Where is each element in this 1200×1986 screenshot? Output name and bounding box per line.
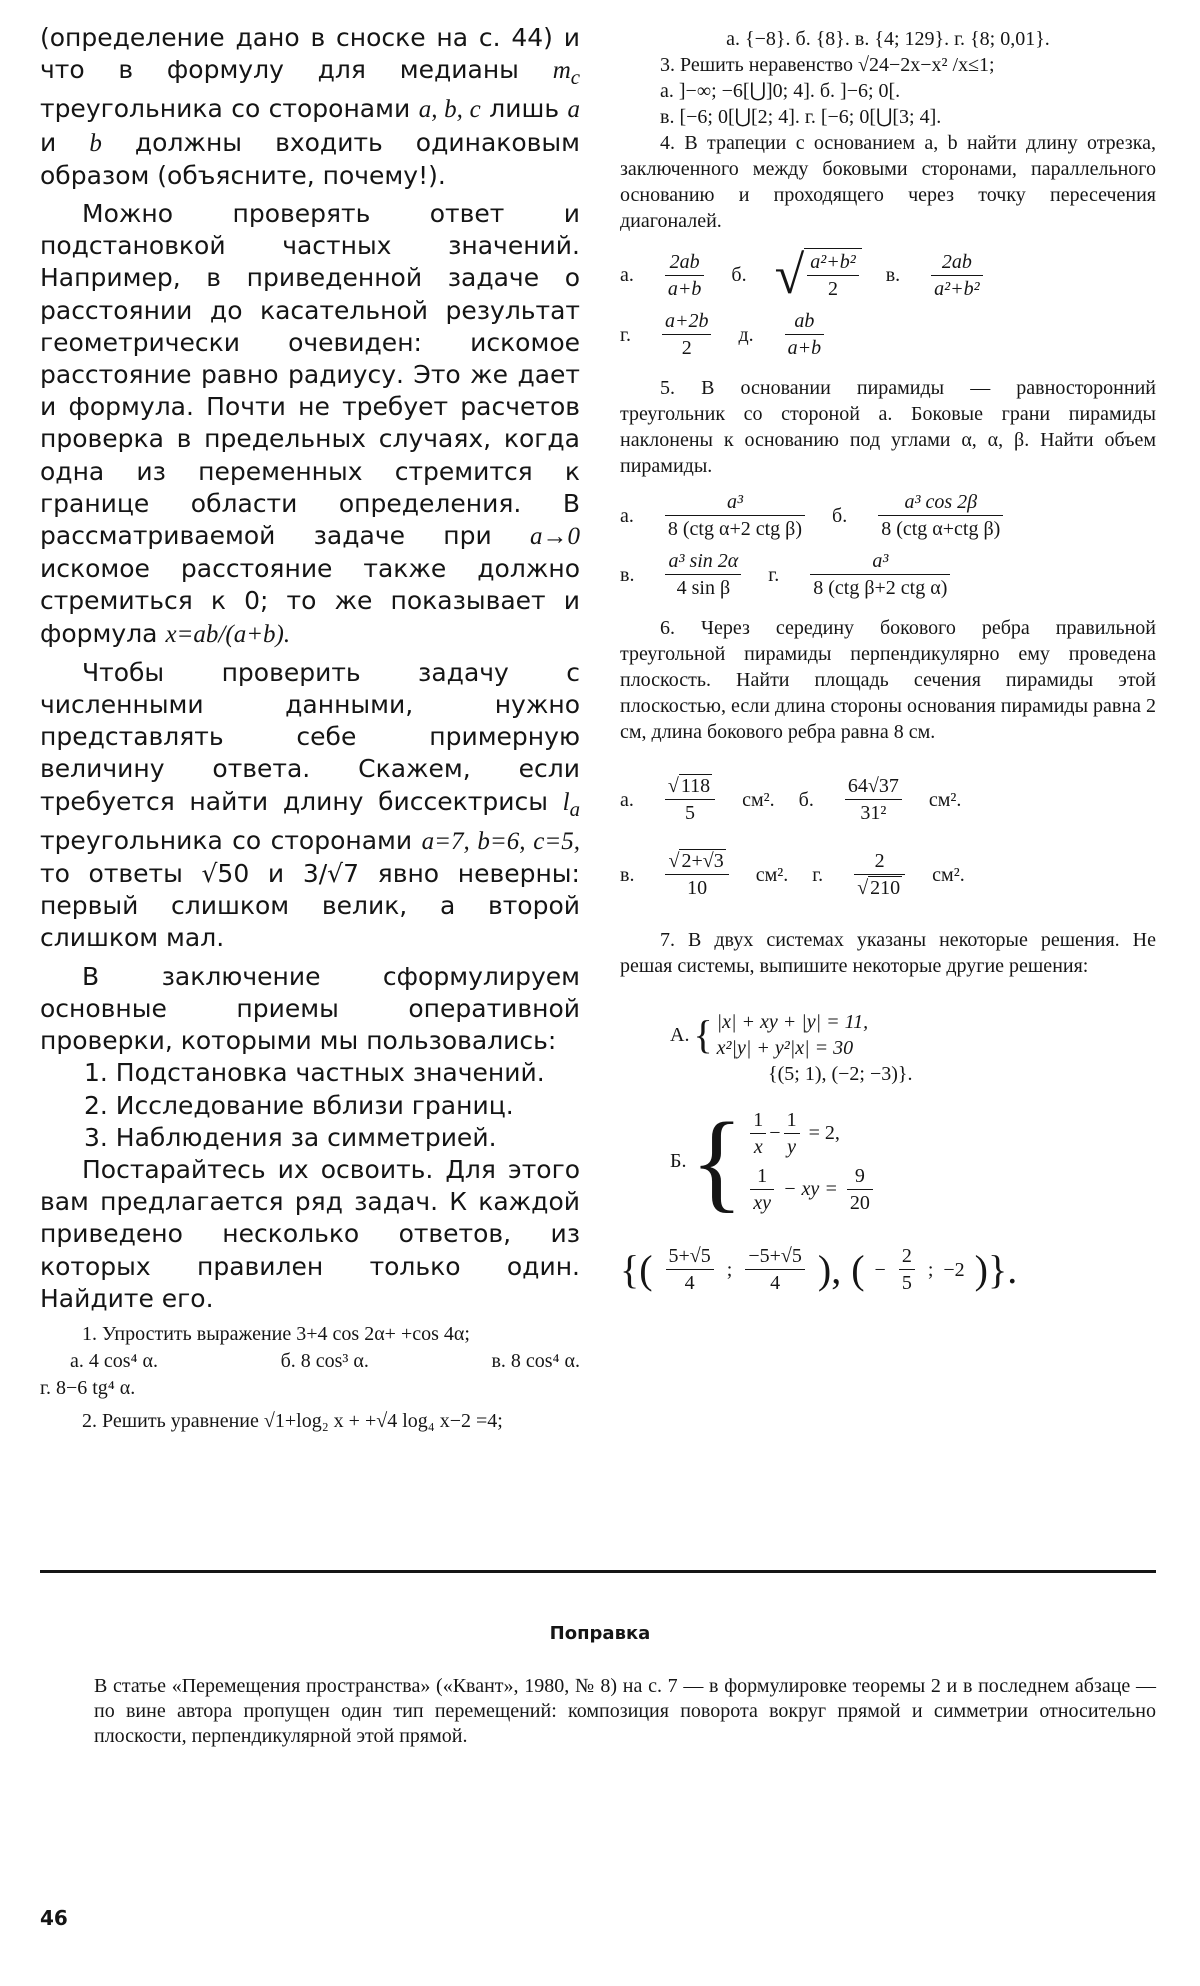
task-3-answers-a: а. ]−∞; −6[⋃]0; 4]. б. ]−6; 0[. xyxy=(660,80,901,102)
task-4-answers-row2: г. $\frac{a+2b}{2}$ д. $\frac{ab}{a+b}$ xyxy=(620,308,1156,361)
system-a-solutions: {(5; 1), (−2; −3)}. xyxy=(768,1063,913,1085)
task-6: 6. Через середину бокового ребра правильной треугольной пирамиды перпендикулярно ему проведена плоскость. Найти площадь сечения пирамиды этой плоскостью, если длина стороны основания пирамиды равна 2 см, длина бокового ребра равна 8 см. xyxy=(620,617,1156,743)
paragraph-1: (определение дано в сноске на с. 44) и что в формулу для медианы $m_c$ треугольника со сторонами a, b, c лишь a и b должны входить одинаковым образом (объясните, почему!). xyxy=(40,23,581,190)
task-1: 1. Упростить выражение 3+4 cos 2α+ +cos 4α; xyxy=(82,1322,470,1345)
system-b-solutions: {( $\frac{5+√5}{4}$ ; $\frac{-5+√5}{4}$ ), ( − $\frac{2}{5}$ ; −2 )}. xyxy=(620,1245,1018,1294)
left-brace: { xyxy=(690,1100,744,1222)
right-column xyxy=(620,26,1156,1302)
task-3: 3. Решить неравенство √24−2x−x² /x≤1; xyxy=(660,54,995,76)
task-7: 7. В двух системах указаны некоторые решения. Не решая системы, выпишите некоторые другие решения: xyxy=(620,929,1156,977)
list-item: 1. Подстановка частных значений. xyxy=(84,1058,545,1088)
paragraph-2: Можно проверять ответ и подстановкой частных значений. Например, в приведенной задаче о расстоянии до касательной результат геометрически очевиден: искомое расстояние равно радиусу. Это же дает и формула. Почти не требует расчетов проверка в предельных случаях, когда одна из переменных стремится к границе области определения. В рассматриваемой задаче при a→0 искомое расстояние также должно стремиться к 0; то же показывает и формула x=ab/(a+b). xyxy=(40,199,580,648)
correction-text: В статье «Перемещения пространства» («Квант», 1980, № 8) на с. 7 — в формулировке теоремы 2 и в последнем абзаце — по вине автора пропущен один тип перемещений: композиция поворота вокруг прямой и симметрии относительно плоскости, перпендикулярной этой прямой. xyxy=(94,1675,1156,1747)
system-a: А. { |x| + xy + |y| = 11, x²|y| + y²|x| = 30 xyxy=(670,1011,869,1059)
task-3-answers-b: в. [−6; 0[⋃[2; 4]. г. [−6; 0[⋃[3; 4]. xyxy=(660,106,942,128)
left-column xyxy=(40,22,580,1435)
paragraph-4: В заключение сформулируем основные приемы оперативной проверки, которыми мы пользовались: xyxy=(40,961,580,1056)
page-number: 46 xyxy=(40,1906,68,1930)
task-2: 2. Решить уравнение √1+log₂ x + +√4 log₄ x−2 =4; xyxy=(82,1409,503,1432)
task-4-answers-row1: а. $\frac{2ab}{a+b}$ б. √ $\frac{\text{a²+b²}}{2}$ в. $\frac{2ab}{\text{a²+b²}}$ xyxy=(620,248,1156,302)
task-5-answers-row2: в. $\frac{\text{a³ sin 2α}}{\text{4 sin β}}$ г. $\frac{\text{a³}}{\text{8 (ctg β+2 ctg α)}}$ xyxy=(620,548,1156,601)
list-item: 2. Исследование вблизи границ. xyxy=(84,1090,514,1120)
task-1-last-choice: г. 8−6 tg⁴ α. xyxy=(40,1376,136,1399)
task-1-choices: а. 4 cos⁴ α. б. 8 cos³ α. в. 8 cos⁴ α. xyxy=(70,1349,580,1372)
task-2-answers: а. {−8}. б. {8}. в. {4; 129}. г. {8; 0,01}. xyxy=(726,28,1050,50)
task-6-answers-row2: в. $\frac{√ 2+√3}{10}$ см². г. $\frac{2}{√ 210}$ см². xyxy=(620,850,965,899)
task-4: 4. В трапеции с основанием a, b найти длину отрезка, заключенного между боковыми сторонами, параллельного основанию и проходящего через точку пересечения диагоналей. xyxy=(620,132,1156,232)
correction-title: Поправка xyxy=(549,1623,651,1644)
paragraph-3: Чтобы проверить задачу с численными данными, нужно представлять себе примерную величину ответа. Скажем, если требуется найти длину биссектрисы $l_a$ треугольника со сторонами a=7, b=6, c=5, то ответы √50 и 3/√7 явно неверны: первый слишком велик, а второй слишком мал. xyxy=(40,657,580,953)
task-6-answers-row1: а. $\frac{√ 118}{5}$ см². б. $\frac{64√37}{\text{31²}}$ см². xyxy=(620,775,962,824)
left-brace: { xyxy=(693,1012,713,1057)
list-item: 3. Наблюдения за симметрией. xyxy=(84,1122,497,1152)
system-b: Б. { $\frac{1}{x}$ − $\frac{1}{y}$ = 2, $\frac{1}{xy}$ − xy = $\frac{9}{20}$ xyxy=(670,1105,1156,1217)
divider xyxy=(40,1570,1156,1573)
task-5-answers-row1: а. $\frac{\text{a³}}{\text{8 (ctg α+2 ctg β)}}$ б. $\frac{\text{a³ cos 2β}}{\text{8 (ctg α+ctg β)}}$ xyxy=(620,489,1156,542)
radical-sign: √ xyxy=(774,245,805,305)
task-5: 5. В основании пирамиды — равносторонний треугольник со стороной a. Боковые грани пирамиды наклонены к основанию под углами α, α, β. Найти объем пирамиды. xyxy=(620,377,1156,477)
paragraph-5: Постарайтесь их освоить. Для этого вам предлагается ряд задач. К каждой приведено несколько ответов, из которых правилен только один. Найдите его. xyxy=(40,1154,580,1313)
